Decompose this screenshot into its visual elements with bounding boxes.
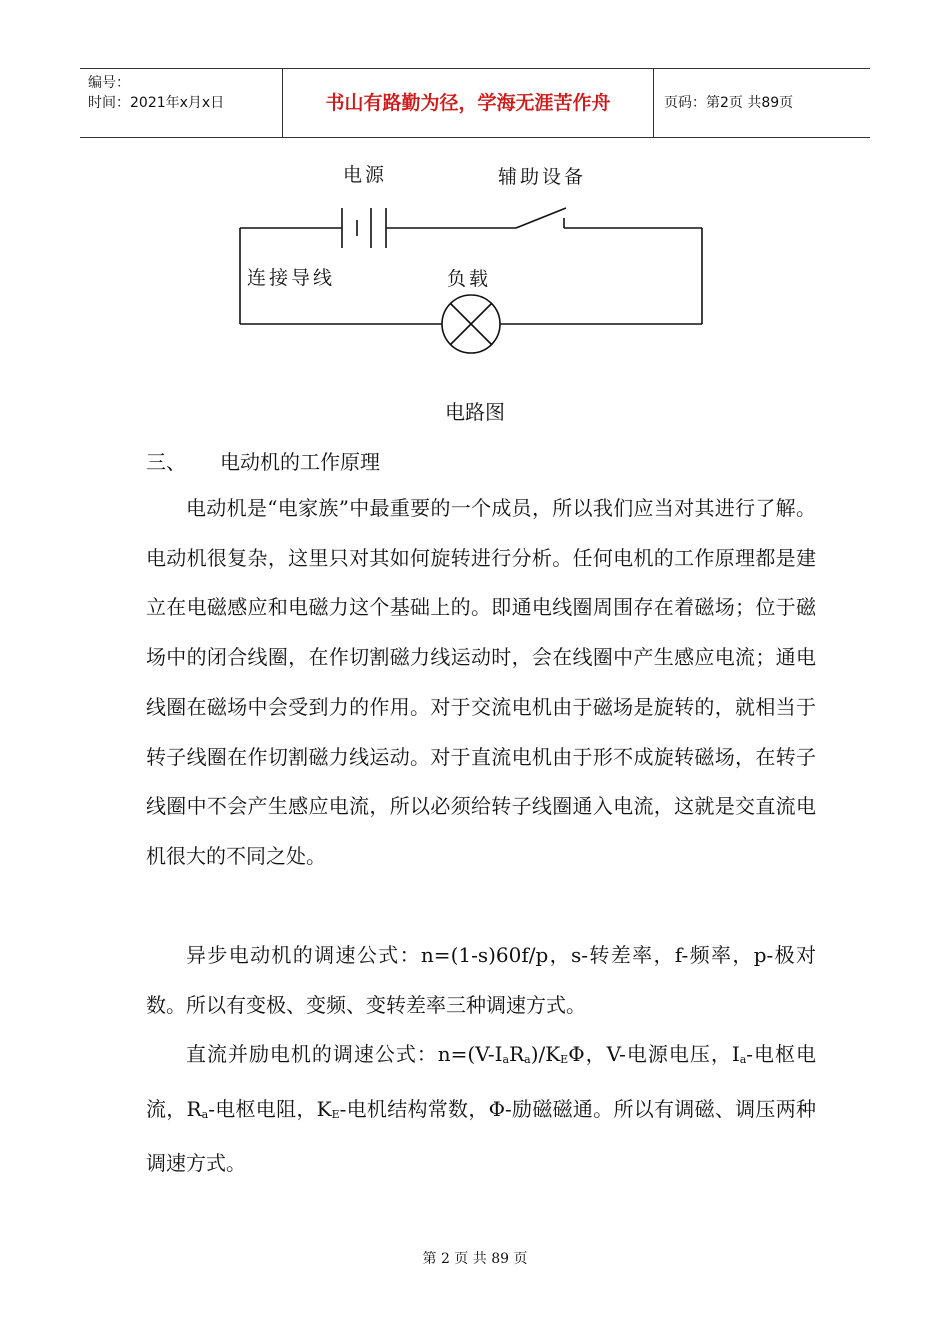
- header-number-label: 编号：: [88, 75, 130, 91]
- section-title: 电动机的工作原理: [220, 450, 380, 474]
- paragraph-dc-speed: [146, 1030, 816, 1189]
- dc-text-2: R: [509, 1042, 525, 1066]
- dc-sub-5: a: [201, 1107, 209, 1121]
- dc-text-7: -电机结构常数，Φ-励磁磁通。所以有调磁、调压两种调速方式。: [146, 1096, 816, 1176]
- dc-sub-1: a: [502, 1053, 510, 1066]
- header-time-label: 时间：2021年x月x日: [88, 95, 225, 111]
- wire-label: 连接导线: [247, 267, 336, 289]
- dc-text-5: -电枢电流，R: [146, 1042, 816, 1121]
- header-motto: 书山有路勤为径，学海无涯苦作舟: [282, 69, 654, 137]
- header-page-info: 页码：第2页 共89页: [664, 95, 794, 111]
- dc-sub-6: E: [331, 1107, 340, 1121]
- circuit-diagram: [230, 150, 720, 370]
- aux-equipment-label: 辅助设备: [498, 166, 587, 188]
- switch-blade: [516, 208, 566, 228]
- section-number: 三、: [146, 450, 186, 474]
- dc-text-4: Φ，V-电源电压，I: [568, 1042, 740, 1066]
- circuit-drawing: [230, 150, 720, 370]
- paragraph-motor-principle: 电动机是“电家族”中最重要的一个成员，所以我们应当对其进行了解。电动机很复杂，这里只对其如何旋转进行分析。任何电机的工作原理都是建立在电磁感应和电磁力这个基础上的。即通电线圈周围存在着磁场；位于磁场中的闭合线圈，在作切割磁力线运动时，会在线圈中产生感应电流；通电线圈在磁场中会受到力的作用。对于交流电机由于磁场是旋转的，就相当于转子线圈在作切割磁力线运动。对于直流电机由于形不成旋转磁场，在转子线圈中不会产生感应电流，所以必须给转子线圈通入电流，这就是交直流电机很大的不同之处。: [146, 496, 816, 868]
- dc-sub-2: a: [524, 1053, 531, 1066]
- dc-text-3: )/K: [530, 1042, 561, 1066]
- header-meta: [80, 69, 282, 137]
- dc-sub-3: E: [560, 1053, 569, 1066]
- dc-text-1: 直流并励电机的调速公式：n=(V-I: [186, 1042, 503, 1066]
- page-footer: 第 2 页 共 89 页: [422, 1251, 528, 1267]
- paragraph-async-speed: 异步电动机的调速公式：n=(1-s)60f/p，s-转差率，f-频率，p-极对数。所以有变极、变频、变转差率三种调速方式。: [146, 943, 816, 1017]
- section-heading: [146, 446, 380, 475]
- power-label: 电源: [343, 164, 388, 186]
- load-label: 负载: [447, 268, 492, 290]
- dc-sub-4: a: [739, 1053, 747, 1066]
- diagram-caption: 电路图: [445, 400, 505, 424]
- dc-text-6: -电枢电阻，K: [208, 1096, 332, 1121]
- page-header: [80, 68, 870, 138]
